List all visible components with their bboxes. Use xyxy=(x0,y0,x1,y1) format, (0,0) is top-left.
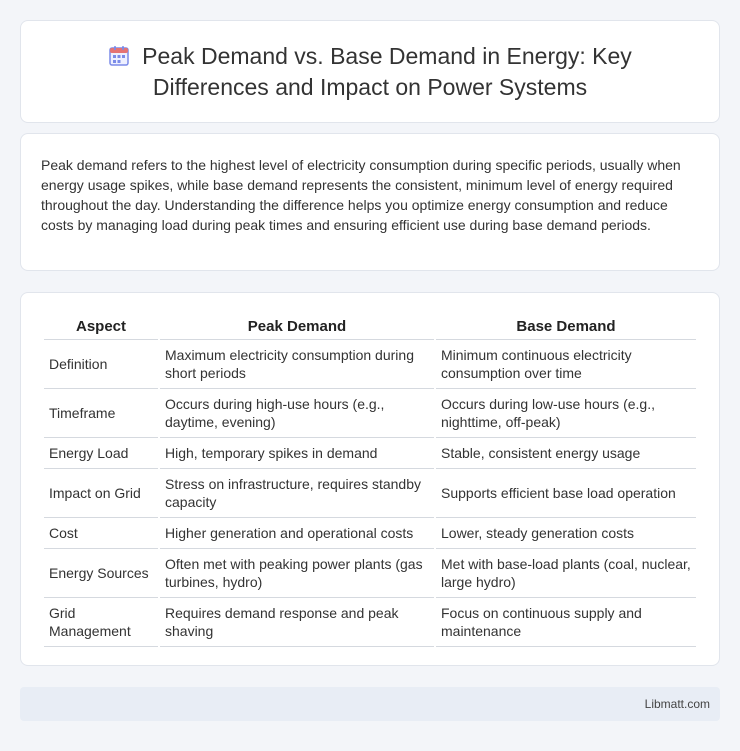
calendar-icon xyxy=(108,45,130,73)
header-aspect: Aspect xyxy=(44,316,158,340)
row-base-cell: Met with base-load plants (coal, nuclear, large hydro) xyxy=(436,549,696,598)
table-header-row xyxy=(44,316,696,340)
row-base-cell: Focus on continuous supply and maintenance xyxy=(436,598,696,647)
row-base-cell: Supports efficient base load operation xyxy=(436,469,696,518)
table-row xyxy=(44,340,696,389)
comparison-table-card xyxy=(20,292,720,666)
row-aspect-cell: Timeframe xyxy=(44,389,158,438)
intro-paragraph: Peak demand refers to the highest level of electricity consumption during specific periods, usually when energy usage spikes, while base demand represents the consistent, minimum level of energy required throughout the day. Understanding the difference helps you optimize energy consumption and reduce costs by managing load during peak times and ensuring efficient use during base demand periods. xyxy=(41,157,681,233)
row-peak-cell: High, temporary spikes in demand xyxy=(160,438,434,469)
header-peak-demand: Peak Demand xyxy=(160,316,434,340)
intro-card xyxy=(20,133,720,271)
row-aspect-cell: Definition xyxy=(44,340,158,389)
table-row xyxy=(44,469,696,518)
row-peak-cell: Stress on infrastructure, requires standby capacity xyxy=(160,469,434,518)
table-row xyxy=(44,598,696,647)
row-aspect-cell: Energy Load xyxy=(44,438,158,469)
row-peak-cell: Maximum electricity consumption during short periods xyxy=(160,340,434,389)
header-base-demand: Base Demand xyxy=(436,316,696,340)
row-peak-cell: Requires demand response and peak shaving xyxy=(160,598,434,647)
row-aspect-cell: Energy Sources xyxy=(44,549,158,598)
row-peak-cell: Occurs during high-use hours (e.g., daytime, evening) xyxy=(160,389,434,438)
comparison-table xyxy=(42,316,698,647)
page-title-wrap xyxy=(60,42,680,101)
table-row xyxy=(44,438,696,469)
row-aspect-cell: Grid Management xyxy=(44,598,158,647)
table-row xyxy=(44,549,696,598)
row-aspect-cell: Cost xyxy=(44,518,158,549)
row-base-cell: Stable, consistent energy usage xyxy=(436,438,696,469)
row-base-cell: Lower, steady generation costs xyxy=(436,518,696,549)
row-peak-cell: Higher generation and operational costs xyxy=(160,518,434,549)
page-title: Peak Demand vs. Base Demand in Energy: Key Differences and Impact on Power Systems xyxy=(142,43,632,100)
row-base-cell: Minimum continuous electricity consumption over time xyxy=(436,340,696,389)
row-aspect-cell: Impact on Grid xyxy=(44,469,158,518)
row-peak-cell: Often met with peaking power plants (gas turbines, hydro) xyxy=(160,549,434,598)
footer xyxy=(20,687,720,721)
table-row xyxy=(44,518,696,549)
title-card xyxy=(20,20,720,123)
footer-brand: Libmatt.com xyxy=(644,697,710,711)
table-row xyxy=(44,389,696,438)
row-base-cell: Occurs during low-use hours (e.g., nighttime, off-peak) xyxy=(436,389,696,438)
